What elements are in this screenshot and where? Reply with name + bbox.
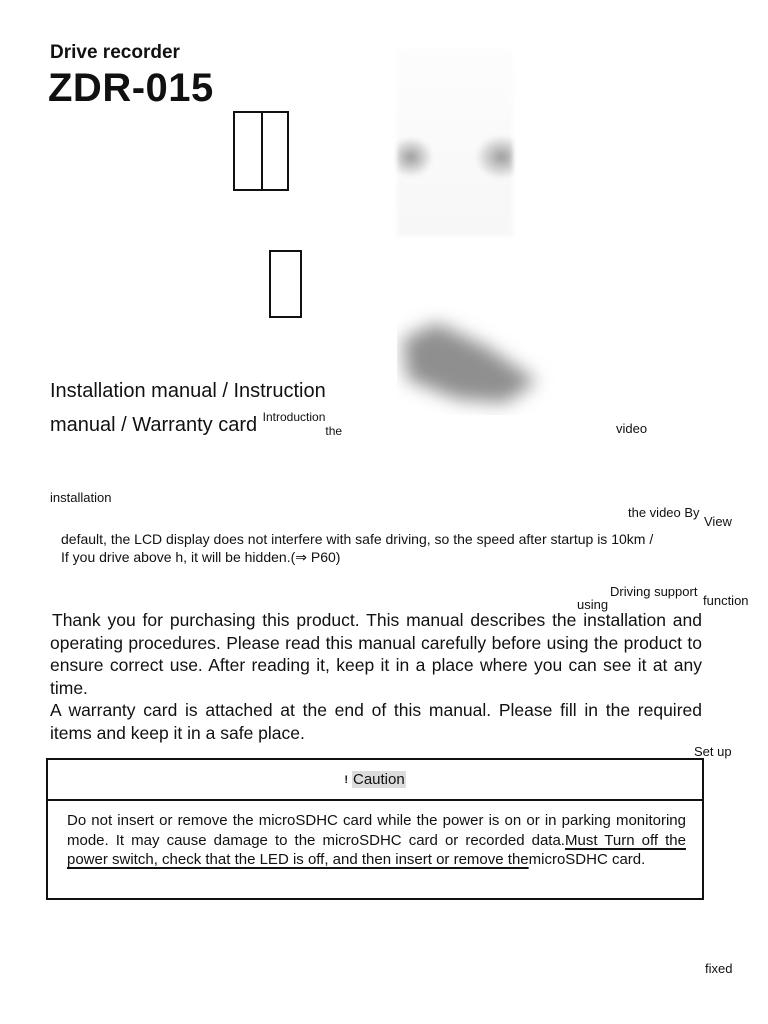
- caution-must: Must: [564, 831, 598, 849]
- lcd-note: [61, 530, 653, 566]
- product-photo-top: [397, 48, 513, 236]
- image-placeholder-box-small: [269, 250, 302, 318]
- warning-icon: !: [344, 773, 348, 786]
- caution-header: [48, 760, 702, 801]
- manual-title: [50, 378, 380, 444]
- caution-label: Caution: [352, 771, 405, 788]
- fragment-driving-support: Driving support: [610, 584, 698, 599]
- fragment-video: video: [616, 421, 648, 436]
- fragment-view: View: [704, 514, 732, 529]
- placeholder-divider: [261, 113, 263, 189]
- model-number: ZDR-015: [48, 66, 214, 110]
- product-category: Drive recorder: [50, 42, 180, 63]
- fragment-using: using: [577, 597, 609, 612]
- lcd-note-line2: If you drive above h, it will be hidden.(⇒ P60): [61, 549, 341, 565]
- product-photo-bottom: [397, 295, 557, 415]
- the-fragment: the: [325, 424, 343, 438]
- caution-instruction: Turn off the power switch, check that the LED is off, and then insert or remove the: [67, 831, 686, 868]
- caution-body: [48, 801, 702, 870]
- fragment-fixed: fixed: [705, 961, 733, 976]
- fragment-the-video-by: the video By: [628, 505, 700, 520]
- intro-paragraph-warranty: A warranty card is attached at the end of this manual. Please fill in the required items and keep it in a safe place.: [50, 700, 702, 743]
- fragment-function: function: [703, 593, 749, 608]
- caution-tail: microSDHC card.: [528, 851, 646, 868]
- introduction-label: Introduction: [262, 410, 326, 424]
- fragment-set-up: Set up: [694, 744, 732, 759]
- manual-title-line1: Installation manual / Instruction: [50, 380, 326, 402]
- caution-text: Do not insert or remove the microSDHC card while the power is on or in parking monitoring mode. It may cause damage to the microSDHC card or recorded data.: [67, 812, 686, 849]
- manual-title-line2: manual / Warranty card: [50, 414, 258, 436]
- intro-paragraph: Thank you for purchasing this product. This manual describes the installation and operating procedures. Please read this manual carefully before using the product to ensure correct use. After reading it, keep it in a place where you can see it at any time.: [50, 610, 702, 698]
- caution-box: [46, 758, 704, 900]
- fragment-installation: installation: [50, 490, 112, 505]
- introduction-text: [50, 609, 702, 744]
- image-placeholder-box: [233, 111, 289, 191]
- lcd-note-line1: default, the LCD display does not interfere with safe driving, so the speed after startup is 10km /: [61, 531, 654, 547]
